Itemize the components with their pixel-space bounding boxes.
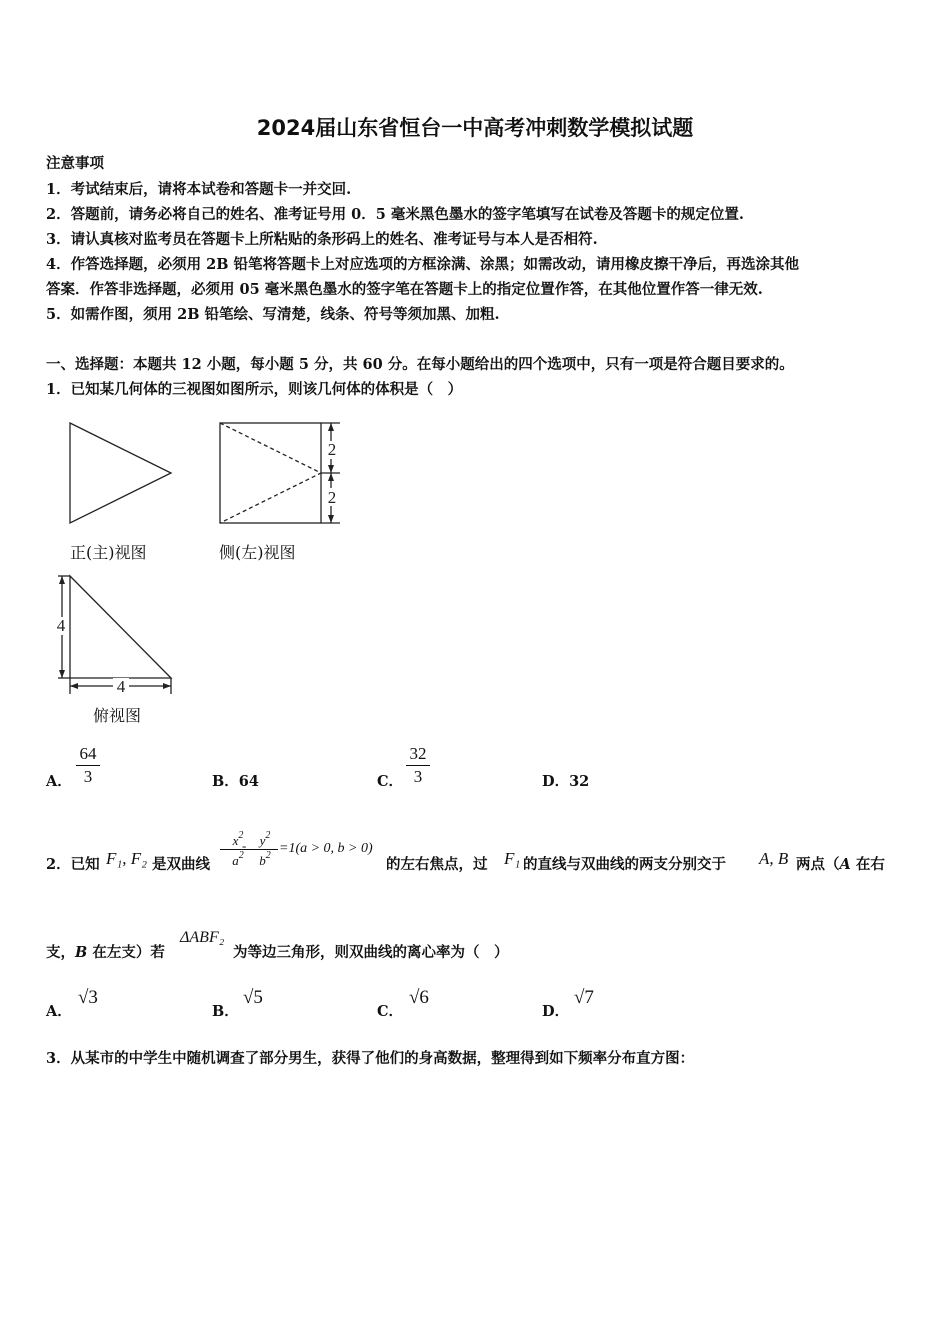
q2-option-b-label: B． — [212, 1003, 239, 1020]
q2-f1: F₁ — [504, 849, 521, 868]
q2-triangle: ΔABF₂ — [180, 929, 225, 946]
notice-item-3: 3．请认真核对监考员在答题卡上所粘贴的条形码上的姓名、准考证号与本人是否相符. — [46, 231, 598, 248]
notice-item-5: 5．如需作图，须用 2B 铅笔绘、写清楚，线条、符号等须加黑、加粗. — [46, 306, 500, 323]
page-title: 2024届山东省恒台一中高考冲刺数学模拟试题 — [256, 116, 694, 140]
q1-option-c-label: C． — [377, 773, 404, 790]
top-dimension-horizontal: 4 — [116, 677, 126, 696]
front-view-label: 正(主)视图 — [70, 543, 147, 562]
q2-text-5: 两点（A 在右 — [796, 856, 885, 873]
q2-option-a-label: A． — [46, 1003, 72, 1020]
q2-text-4: 的直线与双曲线的两支分别交于 — [523, 856, 726, 873]
question-1-stem: 1．已知某几何体的三视图如图所示，则该几何体的体积是（ ） — [46, 381, 463, 398]
q2-option-c-value: √6 — [409, 987, 429, 1008]
notice-item-4-cont: 答案．作答非选择题，必须用 05 毫米黑色墨水的签字笔在答题卡上的指定位置作答，在其他位置作答一律无效. — [46, 281, 763, 298]
section-heading: 一、选择题：本题共 12 小题，每小题 5 分，共 60 分。在每小题给出的四个选项中，只有一项是符合题目要求的。 — [46, 356, 794, 373]
q2-line-2-end: 为等边三角形，则双曲线的离心率为（ ） — [233, 944, 509, 961]
front-view-triangle — [70, 423, 171, 523]
top-dimension-vertical: 4 — [56, 616, 66, 635]
notice-item-2: 2．答题前，请务必将自己的姓名、准考证号用 0．5 毫米黑色墨水的签字笔填写在试卷及答题卡的规定位置. — [46, 206, 744, 223]
side-dimension-lower: 2 — [327, 488, 337, 507]
q2-hyperbola-y-term: $y^2$ $b^2$ — [252, 830, 278, 869]
q2-hyperbola-condition: =1(a > 0, b > 0) — [279, 841, 373, 856]
q1-option-b: B．64 — [212, 773, 259, 790]
q2-hyperbola-x-term: $x^2$ $a^2$ — [220, 830, 256, 869]
q1-option-a-fraction: 64 3 — [76, 744, 100, 787]
q2-points: A, B — [759, 849, 789, 868]
side-view-dashed-lines — [220, 423, 321, 523]
side-dimension-upper: 2 — [327, 440, 337, 459]
q2-option-d-label: D． — [542, 1003, 570, 1020]
q2-text-1: 2．已知 — [46, 856, 100, 873]
q2-option-a-value: √3 — [78, 987, 98, 1008]
q2-foci: F₁, F₂ — [106, 849, 148, 868]
q2-option-c-label: C． — [377, 1003, 404, 1020]
q2-text-3: 的左右焦点，过 — [386, 856, 488, 873]
notice-item-1: 1．考试结束后，请将本试卷和答题卡一并交回. — [46, 181, 352, 198]
notice-item-4: 4．作答选择题，必须用 2B 铅笔将答题卡上对应选项的方框涂满、涂黑；如需改动，请用橡皮擦干净后，再选涂其他 — [46, 256, 800, 273]
q2-option-d-value: √7 — [574, 987, 594, 1008]
q2-line-2: 支，B 在左支）若 — [46, 944, 165, 961]
q2-text-2: 是双曲线 — [152, 856, 210, 873]
top-view-label: 俯视图 — [93, 706, 142, 725]
q1-option-d: D．32 — [542, 773, 590, 790]
q1-option-a-label: A． — [46, 773, 72, 790]
q2-option-b-value: √5 — [243, 987, 263, 1008]
side-view-square — [220, 423, 321, 523]
three-view-figure — [40, 410, 360, 730]
notice-heading: 注意事项 — [46, 155, 104, 172]
q1-option-c-fraction: 32 3 — [406, 744, 430, 787]
top-view-triangle — [70, 576, 171, 678]
side-view-label: 侧(左)视图 — [219, 543, 296, 562]
question-3-stem: 3．从某市的中学生中随机调查了部分男生，获得了他们的身高数据，整理得到如下频率分布直方图： — [46, 1050, 695, 1067]
q2-minus: - — [242, 838, 247, 853]
